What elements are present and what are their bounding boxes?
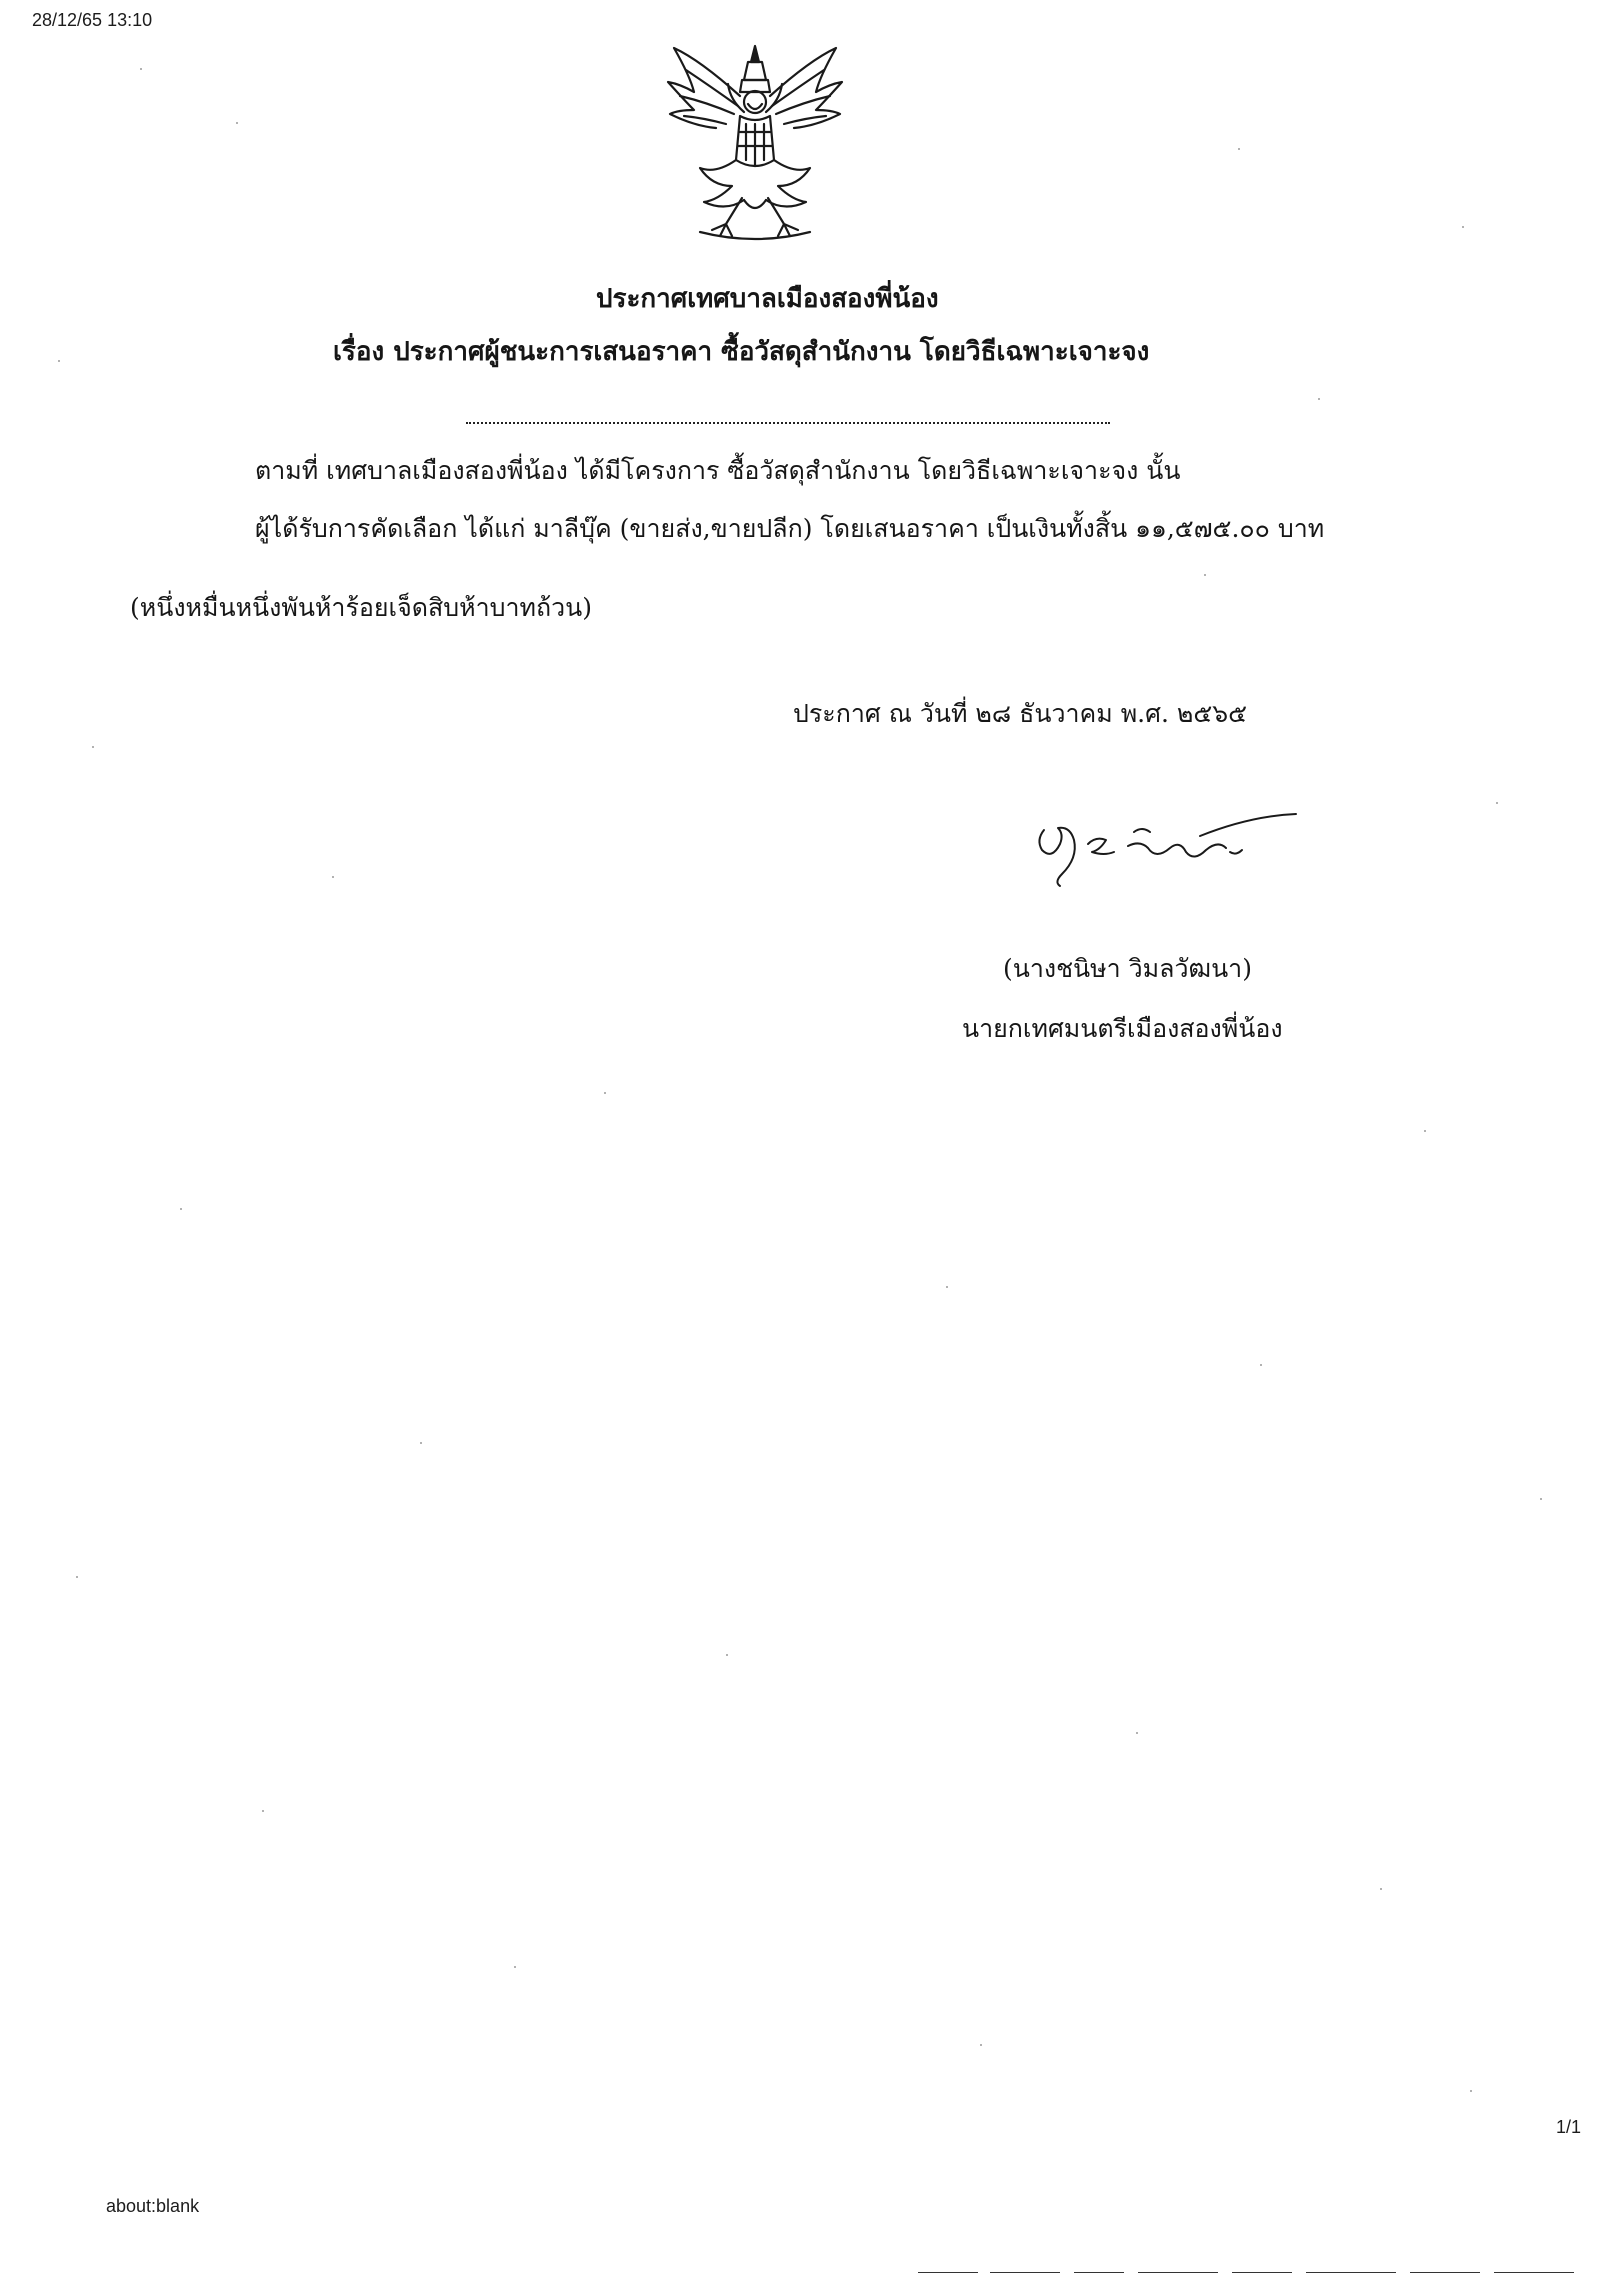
garuda-emblem: [660, 40, 850, 250]
announcement-date: ประกาศ ณ วันที่ ๒๘ ธันวาคม พ.ศ. ๒๕๖๕: [793, 699, 1248, 728]
page-url: about:blank: [106, 2196, 200, 2216]
divider-line: [466, 422, 1110, 424]
signatory-name: (นางชนิษา วิมลวัฒนา): [1003, 954, 1252, 983]
print-timestamp: 28/12/65 13:10: [32, 10, 153, 30]
announcement-heading: ประกาศเทศบาลเมืองสองพี่น้อง: [596, 284, 939, 314]
announcement-subject: เรื่อง ประกาศผู้ชนะการเสนอราคา ซื้อวัสดุสำนักงาน โดยวิธีเฉพาะเจาะจง: [333, 337, 1150, 367]
body-line-2: ผู้ได้รับการคัดเลือก ได้แก่ มาลีบุ๊ค (ขายส่ง,ขายปลีก) โดยเสนอราคา เป็นเงินทั้งสิ้น ๑๑,๕๗๕.๐๐ บาท: [255, 514, 1325, 543]
page-counter: 1/1: [1556, 2117, 1582, 2137]
body-line-1: ตามที่ เทศบาลเมืองสองพี่น้อง ได้มีโครงการ ซื้อวัสดุสำนักงาน โดยวิธีเฉพาะเจาะจง นั้น: [255, 456, 1181, 485]
body-line-3: (หนึ่งหมื่นหนึ่งพันห้าร้อยเจ็ดสิบห้าบาทถ้วน): [130, 593, 593, 622]
signatory-position: นายกเทศมนตรีเมืองสองพี่น้อง: [962, 1014, 1283, 1043]
signature-image: [1030, 800, 1310, 890]
